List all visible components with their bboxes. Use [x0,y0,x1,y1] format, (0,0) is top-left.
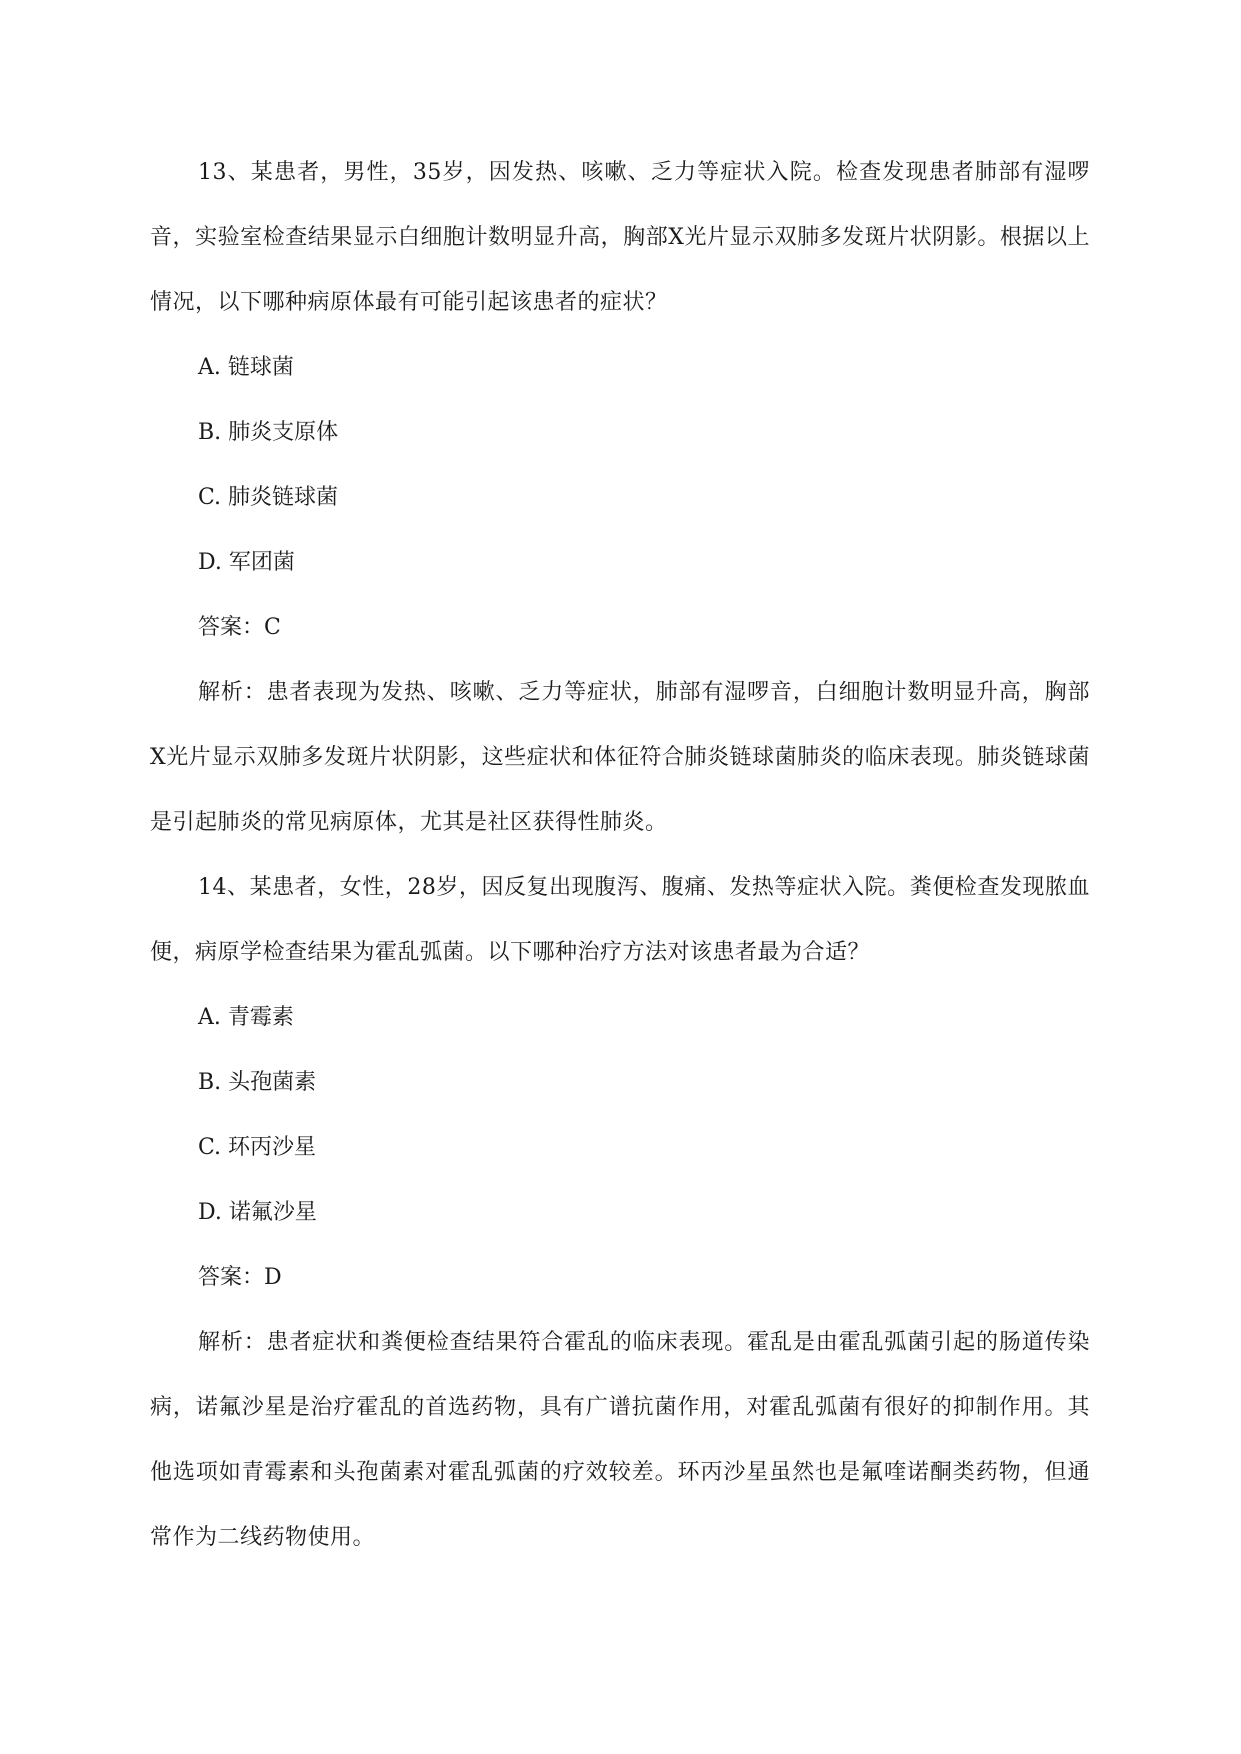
question-14-analysis: 解析：患者症状和粪便检查结果符合霍乱的临床表现。霍乱是由霍乱弧菌引起的肠道传染病，诺氟沙星是治疗霍乱的首选药物，具有广谱抗菌作用，对霍乱弧菌有很好的抑制作用。其他选项如青霉素和头孢菌素对霍乱弧菌的疗效较差。环丙沙星虽然也是氟喹诺酮类药物，但通常作为二线药物使用。 [150,1330,1090,1550]
question-13-option-b: B. 肺炎支原体 [198,420,339,445]
document-page [150,140,1090,1570]
question-13-option-c: C. 肺炎链球菌 [198,485,339,510]
question-13-option-d: D. 军团菌 [198,550,295,575]
question-14-option-c: C. 环丙沙星 [198,1135,317,1160]
question-14-option-b: B. 头孢菌素 [198,1070,317,1095]
question-13-option-a: A. 链球菌 [198,355,294,380]
question-14-option-a: A. 青霉素 [198,1005,294,1030]
question-14-option-d: D. 诺氟沙星 [198,1200,317,1225]
question-13-answer: 答案：C [198,615,281,640]
question-13-stem: 13、某患者，男性，35岁，因发热、咳嗽、乏力等症状入院。检查发现患者肺部有湿啰音，实验室检查结果显示白细胞计数明显升高，胸部X光片显示双肺多发斑片状阴影。根据以上情况，以下哪种病原体最有可能引起该患者的症状？ [150,160,1090,315]
question-14-answer: 答案：D [198,1265,282,1290]
question-14-stem: 14、某患者，女性，28岁，因反复出现腹泻、腹痛、发热等症状入院。粪便检查发现脓血便，病原学检查结果为霍乱弧菌。以下哪种治疗方法对该患者最为合适？ [150,875,1090,965]
question-13-analysis: 解析：患者表现为发热、咳嗽、乏力等症状，肺部有湿啰音，白细胞计数明显升高，胸部X光片显示双肺多发斑片状阴影，这些症状和体征符合肺炎链球菌肺炎的临床表现。肺炎链球菌是引起肺炎的常见病原体，尤其是社区获得性肺炎。 [150,680,1090,835]
